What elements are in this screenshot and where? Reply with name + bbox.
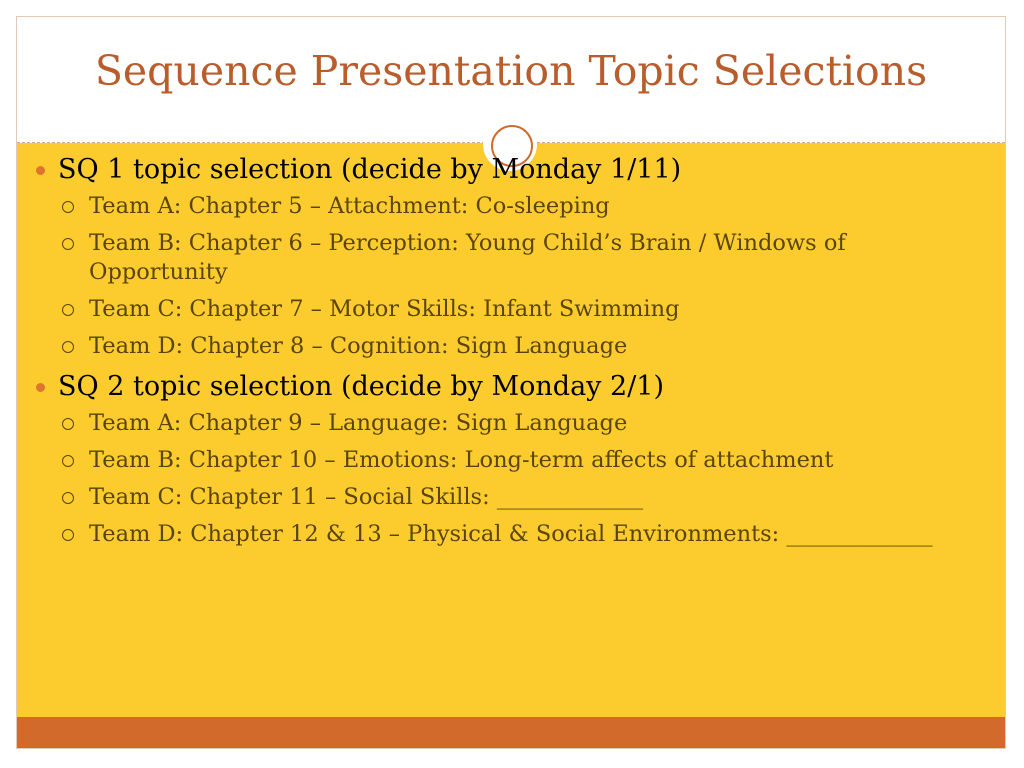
- list-item-text: Team C: Chapter 7 – Motor Skills: Infant Swimming: [89, 296, 680, 322]
- section-heading: [58, 152, 1024, 188]
- sub-bullet-ring-icon: [62, 304, 74, 316]
- list-item: [89, 409, 939, 438]
- sub-bullet-ring-icon: [62, 418, 74, 430]
- sub-bullet-ring-icon: [62, 492, 74, 504]
- list-item-text: Team D: Chapter 12 & 13 – Physical & Social Environments: _____________: [89, 521, 933, 547]
- list-item-text: Team A: Chapter 5 – Attachment: Co-sleeping: [89, 193, 610, 219]
- sub-bullet-ring-icon: [62, 201, 74, 213]
- sub-bullet-ring-icon: [62, 455, 74, 467]
- list-item: [89, 192, 939, 221]
- list-item-text: Team D: Chapter 8 – Cognition: Sign Language: [89, 333, 628, 359]
- list-item: [89, 483, 939, 512]
- list-item-text: Team B: Chapter 6 – Perception: Young Child’s Brain / Windows of Opportunity: [89, 230, 846, 285]
- list-item-text: Team A: Chapter 9 – Language: Sign Language: [89, 410, 628, 436]
- footer-bar: [17, 717, 1005, 749]
- slide-title: Sequence Presentation Topic Selections: [94, 47, 928, 95]
- list-item: [89, 332, 939, 361]
- list-item: [89, 520, 939, 549]
- bullet-list: [0, 152, 1024, 557]
- bullet-dot-icon: [36, 383, 45, 392]
- section-heading: [58, 369, 1024, 405]
- list-item: [89, 229, 939, 287]
- list-item-text: Team C: Chapter 11 – Social Skills: _____________: [89, 484, 644, 510]
- list-item: [89, 295, 939, 324]
- bullet-dot-icon: [36, 166, 45, 175]
- list-item: [89, 446, 939, 475]
- sub-bullet-ring-icon: [62, 238, 74, 250]
- section-heading-text: SQ 1 topic selection (decide by Monday 1/11): [58, 154, 682, 185]
- sub-bullet-ring-icon: [62, 529, 74, 541]
- list-item-text: Team B: Chapter 10 – Emotions: Long-term affects of attachment: [89, 447, 834, 473]
- sub-bullet-ring-icon: [62, 341, 74, 353]
- section-heading-text: SQ 2 topic selection (decide by Monday 2/1): [58, 371, 664, 402]
